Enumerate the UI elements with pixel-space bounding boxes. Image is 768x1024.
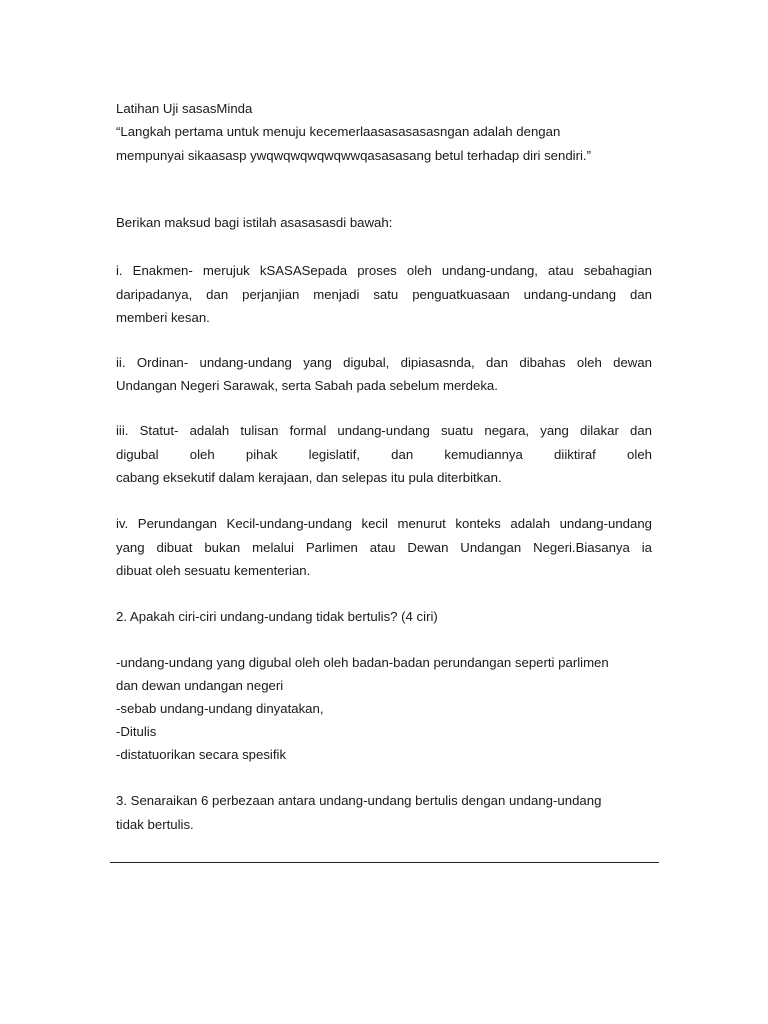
question-3-line-2: tidak bertulis. — [116, 817, 194, 832]
quote-line-1: “Langkah pertama untuk menuju kecemerlaasasasasasngan adalah dengan — [116, 124, 561, 139]
answer-2-line-5: -distatuorikan secara spesifik — [116, 747, 287, 762]
item-iv-line-2: yang dibuat bukan melalui Parlimen atau Dewan Undangan Negeri.Biasanya ia — [116, 540, 652, 555]
item-i-line-1: i. Enakmen- merujuk kSASASepada proses oleh undang-undang, atau sebahagian — [116, 263, 652, 278]
item-iii-line-3: cabang eksekutif dalam kerajaan, dan selepas itu pula diterbitkan. — [116, 470, 502, 485]
item-iv-line-3: dibuat oleh sesuatu kementerian. — [116, 563, 311, 578]
document-title: Latihan Uji sasasMinda — [116, 101, 253, 116]
item-i-line-3: memberi kesan. — [116, 310, 210, 325]
item-iii-line-1: iii. Statut- adalah tulisan formal undang-undang suatu negara, yang dilakar dan — [116, 423, 652, 438]
answer-2-line-2: dan dewan undangan negeri — [116, 678, 284, 693]
question-2: 2. Apakah ciri-ciri undang-undang tidak bertulis? (4 ciri) — [116, 609, 438, 624]
answer-2-line-4: -Ditulis — [116, 724, 157, 739]
question-3-line-1: 3. Senaraikan 6 perbezaan antara undang-undang bertulis dengan undang-undang — [116, 793, 602, 808]
instruction: Berikan maksud bagi istilah asasasasdi bawah: — [116, 215, 393, 230]
answer-2-line-3: -sebab undang-undang dinyatakan, — [116, 701, 324, 716]
horizontal-rule — [110, 862, 659, 863]
item-iv-line-1: iv. Perundangan Kecil-undang-undang kecil menurut konteks adalah undang-undang — [116, 516, 652, 531]
item-ii-line-1: ii. Ordinan- undang-undang yang digubal, dipiasasnda, dan dibahas oleh dewan — [116, 355, 652, 370]
answer-2-line-1: -undang-undang yang digubal oleh oleh badan-badan perundangan seperti parlimen — [116, 655, 609, 670]
item-ii-line-2: Undangan Negeri Sarawak, serta Sabah pada sebelum merdeka. — [116, 378, 498, 393]
quote-line-2: mempunyai sikaasasp ywqwqwqwqwqwwqasasasang betul terhadap diri sendiri.” — [116, 148, 591, 163]
item-iii-line-2: digubal oleh pihak legislatif, dan kemudiannya diiktiraf oleh — [116, 447, 652, 462]
item-i-line-2: daripadanya, dan perjanjian menjadi satu penguatkuasaan undang-undang dan — [116, 287, 652, 302]
